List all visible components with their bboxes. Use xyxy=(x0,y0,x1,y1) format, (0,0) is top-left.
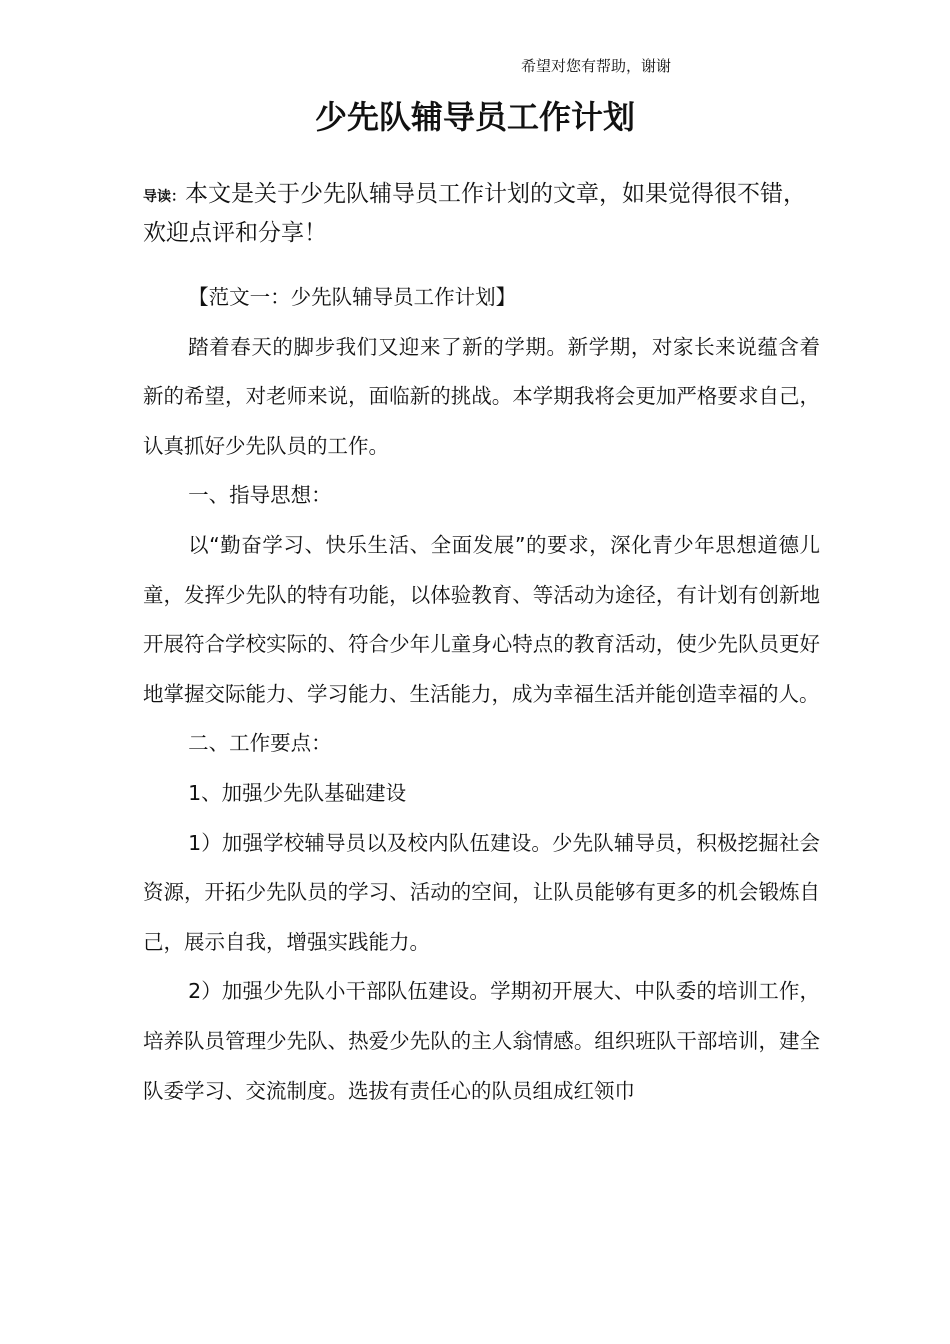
section-heading: 二、工作要点： xyxy=(188,731,332,756)
body-paragraph: 1）加强学校辅导员以及校内队伍建设。少先队辅导员，积极挖掘社会资源，开拓少先队员的学习、活动的空间，让队员能够有更多的机会锻炼自己，展示自我，增强实践能力。 xyxy=(143,830,820,954)
intro-lead-label: 导读： xyxy=(143,189,185,205)
body-paragraph: 2）加强少先队小干部队伍建设。学期初开展大、中队委的培训工作，培养队员管理少先队、热爱少先队的主人翁情感。组织班队干部培训，建全队委学习、交流制度。选拔有责任心的队员组成红领巾 xyxy=(143,979,820,1103)
body-paragraph: 踏着春天的脚步我们又迎来了新的学期。新学期，对家长来说蕴含着新的希望，对老师来说，面临新的挑战。本学期我将会更加严格要求自己，认真抓好少先队员的工作。 xyxy=(143,334,820,458)
sample-heading: 【范文一：少先队辅导员工作计划】 xyxy=(188,285,517,309)
section-heading: 一、指导思想： xyxy=(188,483,332,508)
body-paragraph: 以“勤奋学习、快乐生活、全面发展”的要求，深化青少年思想道德儿童，发挥少先队的特有功能，以体验教育、等活动为途径，有计划有创新地开展符合学校实际的、符合少年儿童身心特点的教育活动，使少先队员更好地掌握交际能力、学习能力、生活能力，成为幸福生活并能创造幸福的人。 xyxy=(143,532,820,706)
document-title: 少先队辅导员工作计划 xyxy=(314,98,635,136)
document-body xyxy=(143,273,820,1116)
header-note: 希望对您有帮助，谢谢 xyxy=(521,57,672,75)
subsection-heading: 1、加强少先队基础建设 xyxy=(188,780,407,805)
intro-text: 本文是关于少先队辅导员工作计划的文章，如果觉得很不错，欢迎点评和分享！ xyxy=(143,181,806,246)
intro-paragraph xyxy=(143,176,823,251)
